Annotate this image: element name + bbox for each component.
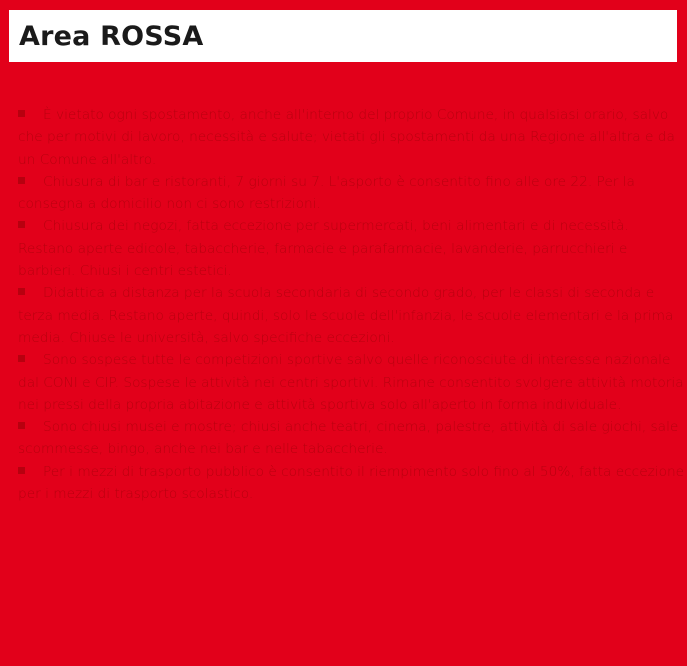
square-bullet-icon [18, 110, 25, 117]
list-item [18, 215, 687, 282]
square-bullet-icon [18, 467, 25, 474]
list-item [18, 416, 687, 461]
square-bullet-icon [18, 177, 25, 184]
list-item-text: Sono chiusi musei e mostre; chiusi anche teatri, cinema, palestre, attività di sale giochi, sale scommesse, bingo, anche nei bar e nelle tabaccherie. [18, 419, 679, 458]
list-item [18, 282, 687, 349]
restrictions-list [18, 104, 687, 505]
square-bullet-icon [18, 355, 25, 362]
list-item [18, 171, 687, 216]
square-bullet-icon [18, 422, 25, 429]
square-bullet-icon [18, 221, 25, 228]
list-item-text: Chiusura dei negozi, fatta eccezione per supermercati, beni alimentari e di necessità. Restano aperte edicole, tabaccherie, farmacie e parafarmacie, lavanderie, parrucchieri e barbieri. Chiusi i centri estetici. [18, 218, 629, 280]
list-item-text: È vietato ogni spostamento, anche all'interno del proprio Comune, in qualsiasi orario, salvo che per motivi di lavoro, necessità e salute; vietati gli spostamenti da una Regione all'altra e da un Comune all'altro. [18, 107, 675, 168]
title-box [9, 10, 677, 62]
list-item-text: Didattica a distanza per la scuola secondaria di secondo grado, per le classi di seconda e terza media. Restano aperte, quindi, solo le scuole dell'infanzia, le scuole elementari e la prima media. Chiuse le università, salvo specifiche eccezioni. [18, 285, 674, 346]
square-bullet-icon [18, 288, 25, 295]
list-item [18, 461, 687, 506]
page-title: Area ROSSA [19, 20, 204, 52]
list-item [18, 104, 687, 171]
list-item-text: Per i mezzi di trasporto pubblico è consentito il riempimento solo fino al 50%, fatta eccezione per i mezzi di trasporto scolastico. [18, 463, 685, 503]
list-item [18, 349, 687, 416]
list-item-text: Chiusura di bar e ristoranti, 7 giorni su 7. L'asporto è consentito fino alle ore 22. Per la consegna a domicilio non ci sono restrizioni. [18, 173, 635, 213]
list-item-text: Sono sospese tutte le competizioni sportive salvo quelle riconosciute di interesse nazionale dal CONI e CIP. Sospese le attività nei centri sportivi. Rimane consentito svolgere attività motoria nei pressi della propria abitazione e attività sportiva solo all'aperto in forma individuale. [18, 352, 684, 413]
